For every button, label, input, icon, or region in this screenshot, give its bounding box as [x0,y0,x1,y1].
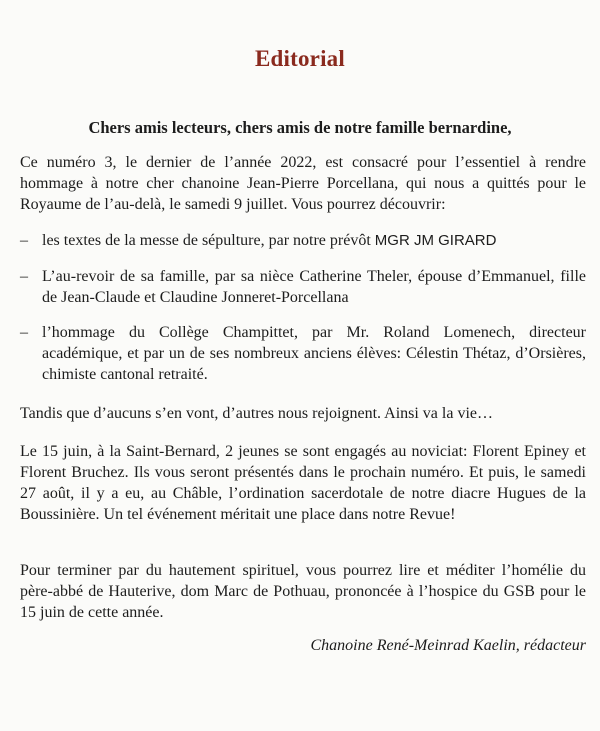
list-item-text: L’au-revoir de sa famille, par sa nièce Catherine Theler, épouse d’Emmanuel, fille de Jean-Claude et Claudine Jonneret-Porcellana [42,268,586,306]
list-dash: – [20,232,28,249]
news-paragraph: Le 15 juin, à la Saint-Bernard, 2 jeunes se sont engagés au noviciat: Florent Epiney et Florent Bruchez. Ils vous seront présentés dans le prochain numéro. Et puis, le samedi 27 août, il y a eu, au Châble, l’ordination sacerdotale de notre diacre Hugues de la Boussinière. Un tel événement méritait une place dans notre Revue! [20,443,586,523]
list-dash: – [20,268,28,285]
list-dash: – [20,324,28,341]
closing-paragraph: Pour terminer par du hautement spirituel, vous pourrez lire et méditer l’homélie du père-abbé de Hauterive, dom Marc de Pothuau, prononcée à l’hospice du GSB pour le 15 juin de cette année. [20,562,586,621]
list-item-family-farewell [20,266,586,308]
list-item-text [42,230,586,251]
signature: Chanoine René-Meinrad Kaelin, rédacteur [310,637,586,654]
page-title: Editorial [255,46,345,71]
list-item-text-part: les textes de la messe de sépulture, par notre prévôt [42,232,375,249]
greeting: Chers amis lecteurs, chers amis de notre famille bernardine, [88,118,512,137]
transition-paragraph: Tandis que d’aucuns s’en vont, d’autres nous rejoignent. Ainsi va la vie… [20,405,493,422]
list-item-college-tribute [20,322,586,385]
list-item-text: l’hommage du Collège Champittet, par Mr. Roland Lomenech, directeur académique, et par un de ses nombreux anciens élèves: Célestin Thétaz, d’Orsières, chimiste cantonal retraité. [42,324,586,383]
intro-paragraph: Ce numéro 3, le dernier de l’année 2022, est consacré pour l’essentiel à rendre hommage à notre cher chanoine Jean-Pierre Porcellana, qui nous a quittés pour le Royaume de l’au-delà, le samedi 9 juillet. Vous pourrez découvrir: [20,154,586,213]
list-item-mass-texts [20,230,586,251]
list-item-name: MGR JM GIRARD [374,232,497,249]
